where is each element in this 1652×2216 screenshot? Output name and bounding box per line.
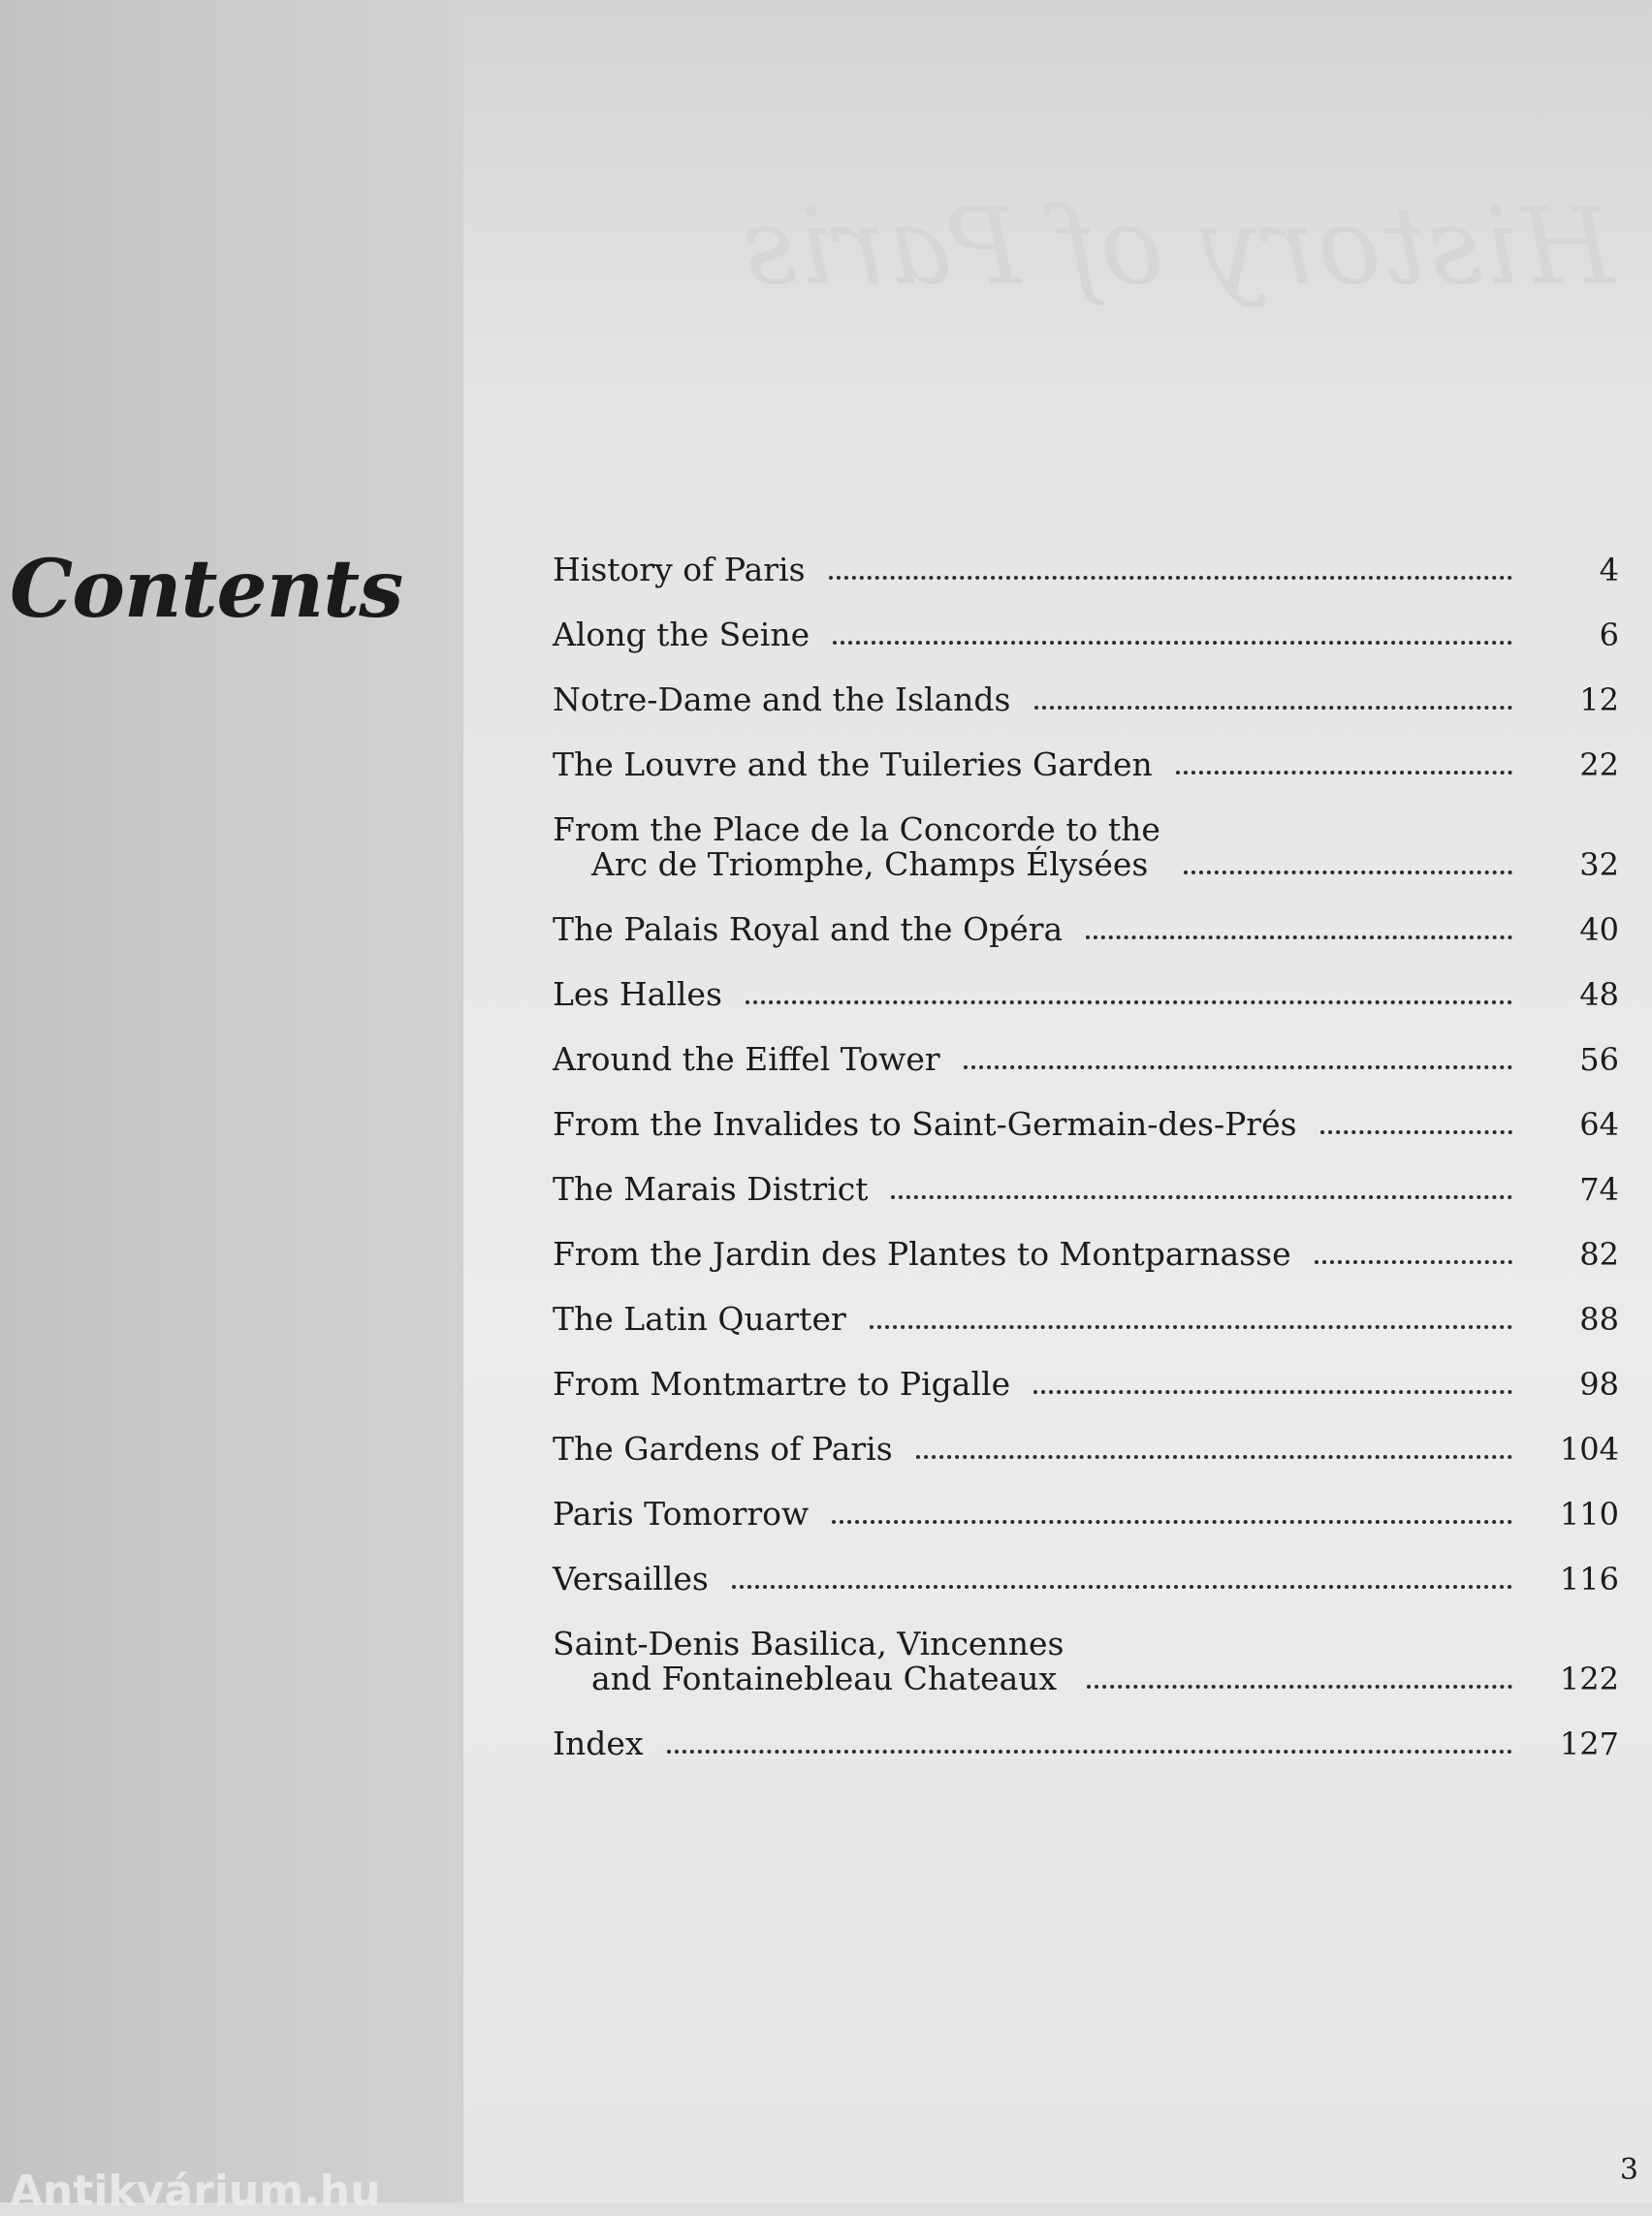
toc-entry-page: 116 [1559, 1561, 1619, 1598]
toc-entry-title-line1: From the Place de la Concorde to the [553, 810, 1160, 848]
toc-entry-title [553, 1107, 1297, 1142]
toc-entry-title-line1: History of Paris [553, 551, 806, 588]
toc-entry-page: 4 [1599, 552, 1619, 588]
toc-entry [553, 1107, 1619, 1142]
dot-leader [964, 1065, 1512, 1069]
toc-entry [553, 553, 1619, 587]
toc-entry-title [553, 1497, 809, 1532]
dot-leader [1086, 935, 1512, 939]
toc-entry-page: 48 [1579, 976, 1619, 1013]
toc-entry-page: 64 [1579, 1106, 1619, 1143]
toc-entry-title [553, 1562, 709, 1597]
toc-entry-title-line1: Around the Eiffel Tower [553, 1040, 940, 1078]
page-number: 3 [1619, 2153, 1638, 2187]
toc-entry-title-line1: Versailles [553, 1560, 709, 1598]
toc-entry [553, 1726, 1619, 1761]
toc-entry [553, 1367, 1619, 1402]
toc-entry-title-line1: The Louvre and the Tuileries Garden [553, 745, 1153, 783]
dot-leader [1087, 1685, 1512, 1689]
toc-entry-page: 122 [1559, 1661, 1619, 1697]
dot-leader [833, 641, 1512, 645]
table-of-contents [553, 553, 1619, 1791]
dot-leader [732, 1585, 1512, 1589]
toc-entry-page: 56 [1579, 1041, 1619, 1078]
toc-entry-title-line1: Along the Seine [553, 616, 810, 653]
toc-entry-title [553, 747, 1153, 782]
dot-leader [1315, 1260, 1512, 1264]
toc-entry [553, 977, 1619, 1012]
dot-leader [870, 1325, 1512, 1329]
dot-leader [829, 576, 1512, 580]
toc-entry-title-line1: The Gardens of Paris [553, 1430, 893, 1468]
toc-entry-title [553, 1302, 846, 1337]
show-through-text: History of Paris [740, 184, 1613, 308]
dot-leader [891, 1195, 1512, 1199]
toc-entry [553, 1497, 1619, 1532]
dot-leader [916, 1455, 1512, 1459]
toc-entry-page: 127 [1559, 1725, 1619, 1762]
toc-entry-page: 6 [1599, 617, 1619, 653]
toc-entry-page: 88 [1579, 1301, 1619, 1338]
toc-entry-title-line1: Saint-Denis Basilica, Vincennes [553, 1625, 1064, 1662]
toc-entry-title-line1: Index [553, 1725, 644, 1762]
toc-entry-page: 104 [1559, 1431, 1619, 1468]
toc-entry-title-line1: Les Halles [553, 975, 722, 1013]
dot-leader [1320, 1130, 1512, 1134]
dot-leader [746, 1000, 1512, 1004]
toc-entry-page: 22 [1579, 746, 1619, 783]
toc-entry [553, 617, 1619, 652]
toc-entry [553, 1042, 1619, 1077]
dot-leader [1033, 1390, 1512, 1394]
toc-entry-page: 12 [1579, 681, 1619, 718]
toc-entry-page: 32 [1579, 846, 1619, 883]
toc-entry-title [553, 682, 1011, 717]
dot-leader [1034, 706, 1513, 710]
toc-entry-title [553, 912, 1063, 947]
page-title: Contents [10, 543, 403, 636]
toc-entry-page: 98 [1579, 1366, 1619, 1403]
toc-entry-page: 74 [1579, 1171, 1619, 1208]
toc-entry-title [553, 1367, 1010, 1402]
toc-entry-title-line1: From the Invalides to Saint-Germain-des-Prés [553, 1105, 1297, 1143]
toc-entry [553, 1172, 1619, 1207]
dot-leader [1184, 871, 1512, 874]
toc-entry [553, 912, 1619, 947]
toc-entry-title-line2: and Fontainebleau Chateaux [591, 1660, 1058, 1697]
toc-entry-title-line1: The Latin Quarter [553, 1300, 846, 1338]
toc-entry [553, 1237, 1619, 1272]
toc-entry-title-line2: Arc de Triomphe, Champs Élysées [591, 845, 1149, 883]
toc-entry-page: 110 [1559, 1496, 1619, 1533]
toc-entry-title-line1: The Marais District [553, 1170, 869, 1208]
toc-entry-title [553, 617, 810, 652]
toc-entry-title-line1: Notre-Dame and the Islands [553, 681, 1011, 718]
toc-entry [553, 1302, 1619, 1337]
toc-entry-title [553, 1042, 940, 1077]
left-panel [0, 0, 463, 2216]
toc-entry-title [553, 1726, 644, 1761]
toc-entry-title [553, 1237, 1291, 1272]
toc-entry-title [553, 1172, 868, 1207]
toc-entry-page: 82 [1579, 1236, 1619, 1273]
toc-entry [553, 747, 1619, 782]
toc-entry [553, 682, 1619, 717]
toc-entry-title-line1: Paris Tomorrow [553, 1495, 810, 1533]
dot-leader [832, 1520, 1512, 1524]
toc-entry-title [553, 812, 1160, 882]
dot-leader [1176, 771, 1512, 775]
toc-entry-title [553, 553, 806, 587]
toc-entry [553, 812, 1619, 882]
dot-leader [667, 1750, 1512, 1754]
toc-entry-title-line1: From the Jardin des Plantes to Montparnasse [553, 1235, 1291, 1273]
toc-entry [553, 1627, 1619, 1696]
toc-entry-title [553, 977, 722, 1012]
toc-entry [553, 1432, 1619, 1467]
toc-entry-title [553, 1627, 1064, 1696]
watermark-logo: Antikvárium.hu [10, 2167, 381, 2216]
toc-entry-title [553, 1432, 893, 1467]
toc-entry-title-line1: The Palais Royal and the Opéra [553, 910, 1064, 948]
toc-entry-page: 40 [1579, 911, 1619, 948]
toc-entry [553, 1562, 1619, 1597]
toc-entry-title-line1: From Montmartre to Pigalle [553, 1365, 1011, 1403]
